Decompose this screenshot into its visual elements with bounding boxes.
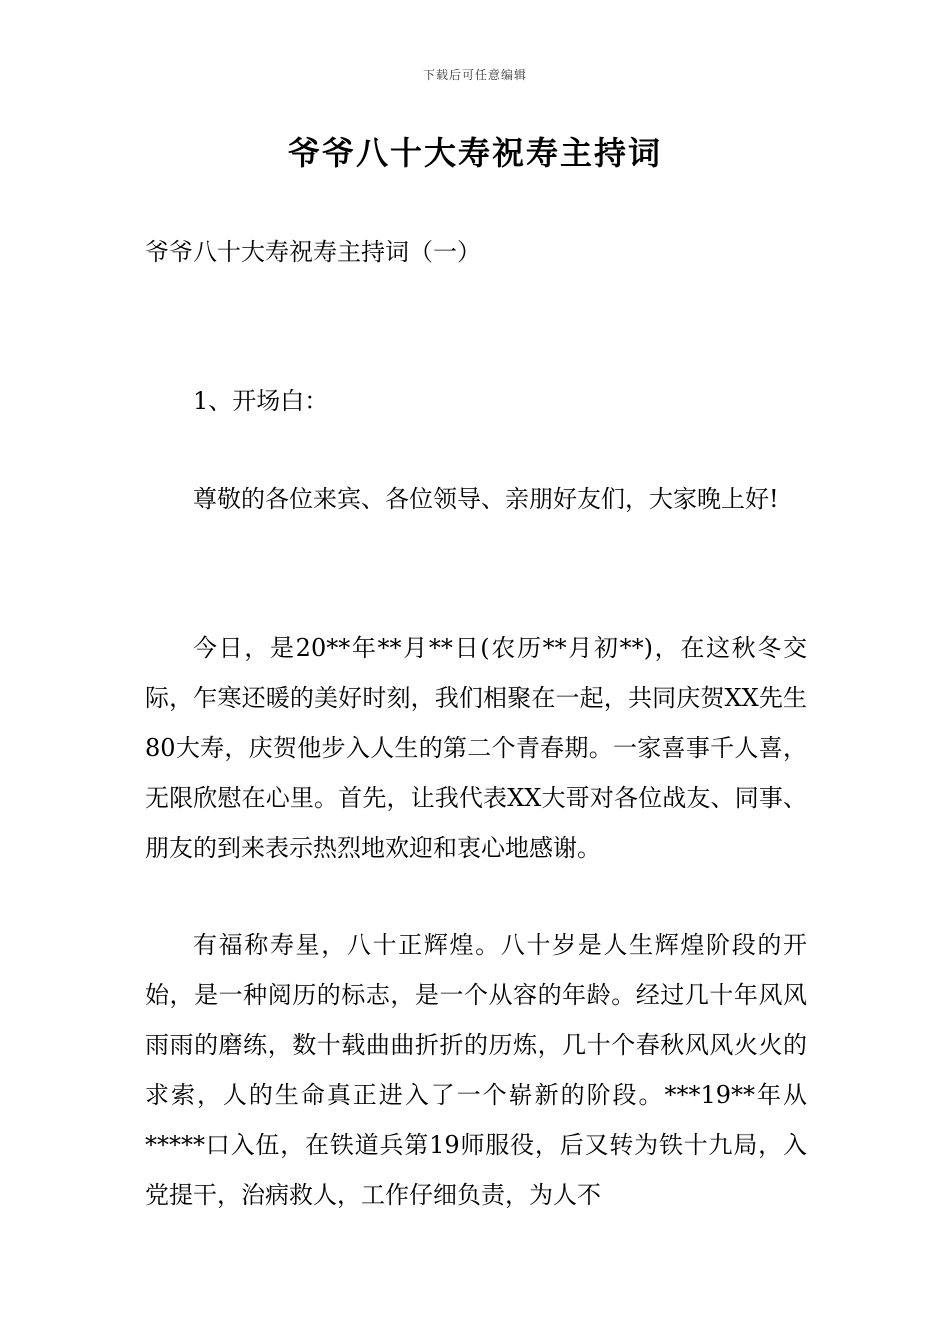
section-subtitle: 爷爷八十大寿祝寿主持词（一）	[145, 238, 481, 266]
paragraph-text: 有福称寿星，八十正辉煌。八十岁是人生辉煌阶段的开始，是一种阅历的标志，是一个从容的年龄。经过几十年风风雨雨的磨练，数十载曲曲折折的历炼，几十个春秋风风火火的求索，人的生命真正进入了一个崭新的阶段。***19**年从*****口入伍，在铁道兵第19师服役，后又转为铁十九局，入党提干，治病救人，工作仔细负责，为人不	[145, 931, 807, 1209]
paragraph-blessing	[145, 920, 807, 1220]
document-title: 爷爷八十大寿祝寿主持词	[287, 134, 662, 172]
paragraph-greeting	[145, 474, 807, 524]
paragraph-text: 今日，是20**年**月**日(农历**月初**)，在这秋冬交际，乍寒还暖的美好时刻，我们相聚在一起，共同庆贺XX先生80大寿，庆贺他步入人生的第二个青春期。一家喜事千人喜，无限欣慰在心里。首先，让我代表XX大哥对各位战友、同事、朋友的到来表示热烈地欢迎和衷心地感谢。	[145, 634, 807, 862]
paragraph-text: 1、开场白：	[193, 387, 329, 415]
paragraph-opening-label	[145, 376, 807, 426]
paragraph-today	[145, 623, 807, 873]
paragraph-text: 尊敬的各位来宾、各位领导、亲朋好友们，大家晚上好!	[193, 485, 779, 513]
header-note: 下载后可任意编辑	[422, 68, 527, 82]
